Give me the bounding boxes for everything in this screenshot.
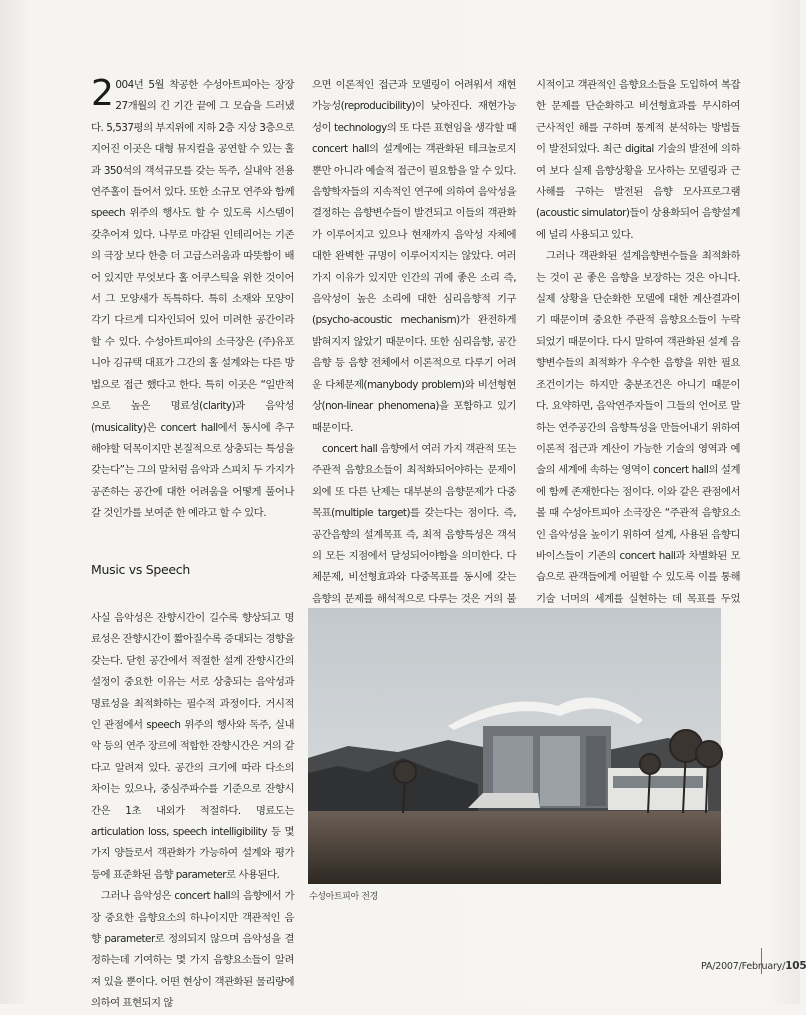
- body-paragraph: 시적이고 객관적인 음향요소들을 도입하여 복잡한 문제를 단순화하고 비선형효과를 무시하여 근사적인 해를 구하며 통계적 분석하는 방법들이 발전되었다. 최근 digital 기술의 발전에 의하여 보다 실제 음향상황을 모사하는 모델링과 근사해를 구하는 발전된 음향 모사프로그램(acoustic simulator)들이 상용화되어 음향설계에 널리 사용되고 있다.: [536, 79, 741, 241]
- drop-cap: 2: [91, 73, 114, 114]
- intro-paragraph-text: 004년 5월 착공한 수성아트피아는 장장 27개월의 긴 기간 끝에 그 모습을 드러냈다. 5,537평의 부지위에 지하 2층 지상 3층으로 지어진 이곳은 대형 뮤지컬을 공연할 수 있는 홀과 350석의 객석규모를 갖는 독주, 실내악 전용 연주홀이 들어서 있다. 또한 소규모 연주와 함께 speech 위주의 행사도 할 수 있도록 시스템이 갖추어져 있다. 나무로 마감된 인테리어는 기존의 극장 보다 한층 더 고급스러움과 따뜻함이 배어 있지만 무엇보다 홀 어쿠스틱을 위한 것이어서 그 모양새가 독특하다. 특히 소재와 모양이 각기 다르게 디자인되어 있어 미려한 공간이라 할 수 있다. 수성아트피아의 소극장은 (주)유포니아 김규택 대표가 그간의 홀 설계와는 다른 방법으로 접근 했다고 한다. 특히 이곳은 “일반적으로 높은 명료성(clarity)과 음악성(musicality)은 concert hall에서 동시에 추구해야할 덕목이지만 본질적으로 상충되는 특성을 갖는다”는 그의 말처럼 음악과 스피치 두 가지가 공존하는 공간에 대한 어려움을 어떻게 풀어나갈 것인가를 보여준 한 예라고 할 수 있다.: [91, 79, 294, 520]
- text-column-1: [91, 75, 294, 1015]
- page-footer: [701, 960, 806, 972]
- body-paragraph: 사실 음악성은 잔향시간이 길수록 향상되고 명료성은 잔향시간이 짧아질수록 증대되는 경향을 갖는다. 닫힌 공간에서 적절한 설계 잔향시간의 설정이 중요한 이유는 서로 상충되는 음악성과 명료성을 최적화하는 필수적 과정이다. 거시적인 관점에서 speech 위주의 행사와 독주, 실내악 등의 연주 장르에 적합한 잔향시간은 거의 같다고 알려져 있다. 공간의 크기에 따라 다소의 차이는 있으나, 중심주파수를 기준으로 잔향시간은 1초 내외가 적절하다. 명료도는 articulation loss, speech intelligibility 등 몇 가지 양들로서 객관화가 가능하여 설계와 평가 등에 표준화된 음향 parameter로 사용된다.: [91, 611, 294, 881]
- body-paragraph: 그러나 음악성은 concert hall의 음향에서 가장 중요한 음향요소의 하나이지만 객관적인 음향 parameter로 정의되지 않으며 음악성을 결정하는데 기여하는 몇 가지 음향요소들이 알려져 있을 뿐이다. 어떤 현상이 객관화된 물리량에 의하여 표현되지 않: [91, 890, 294, 1010]
- body-paragraph: 으면 이론적인 접근과 모델링이 어려워서 재현가능성(reproducibility)이 낮아진다. 재현가능성이 technology의 또 다른 표현임을 생각할 때 concert hall의 설계에는 객관화된 테크놀로지뿐만 아니라 예술적 접근이 필요함을 알 수 있다. 음향학자들의 지속적인 연구에 의하여 음악성을 결정하는 음향변수들이 발견되고 이들의 객관화가 이루어지고 있으나 현재까지 음악성 자체에 대한 완벽한 규명이 이루어지지는 않았다. 여러 가지 이유가 있지만 인간의 귀에 좋은 소리 즉, 음악성이 높은 소리에 대한 심리음향적 기구(psycho-acoustic mechanism)가 완전하게 밝혀지지 않았기 때문이다. 또한 심리음향, 공간음향 등 음향 전체에서 이론적으로 다루기 어려운 다체문제(manybody problem)와 비선형현상(non-linear phenomena)을 포함하고 있기 때문이다.: [312, 79, 516, 434]
- text-column-3: [536, 75, 740, 632]
- photo-caption: 수성아트피아 전경: [309, 892, 378, 902]
- building-photo: [308, 608, 721, 884]
- section-heading: Music vs Speech: [91, 561, 190, 577]
- body-paragraph: 그러나 객관화된 설계음향변수들을 최적화하는 것이 곧 좋은 음향을 보장하는 것은 아니다. 실제 상황을 단순화한 모델에 대한 계산결과이기 때문이며 중요한 주관적 음향요소들이 누락되었기 때문이다. 다시 말하여 객관화된 설계 음향변수들의 최적화가 우수한 음향을 위한 필요조건이기는 하지만 충분조건은 아니기 때문이다. 요약하면, 음악연주자들이 그들의 언어로 말하는 연주공간의 음향특성을 만들어내기 위하여 이론적 접근과 계산이 가능한 기술의 영역과 예술의 세계에 속하는 영역이 concert hall의 설계에 함께 존재한다는 점이다. 이와 같은 관점에서 볼 때 수성아트피아 소극장은 “주관적 음향요소인 음악성을 높이기 위하여 설계, 사용된 음향디바이스들이 기존의 concert hall과 차별화된 모습으로 관객들에게 어필할 수 있도록 이를 통해 기술 너머의 세계를 실현하는 데 목표를 두었: [536, 250, 740, 605]
- intro-paragraph: [91, 75, 294, 525]
- body-paragraph: concert hall 음향에서 여러 가지 객관적 또는 주관적 음향요소들이 최적화되어야하는 문제이외에 또 다른 난제는 대부분의 음향문제가 다중목표(multiple target)를 갖는다는 점이다. 즉, 공간음향의 설계목표 즉, 최적 음향특성은 객석의 모든 지점에서 달성되어야함을 의미한다. 다체문제, 비선형효과와 다중목표를 동시에 갖는 음향의 문제를 해석적으로 다루는 것은 거의 불: [312, 442, 516, 605]
- issue-label: PA/2007/February/: [701, 961, 786, 972]
- text-column-2: [312, 75, 516, 674]
- page-number: 105: [785, 960, 806, 972]
